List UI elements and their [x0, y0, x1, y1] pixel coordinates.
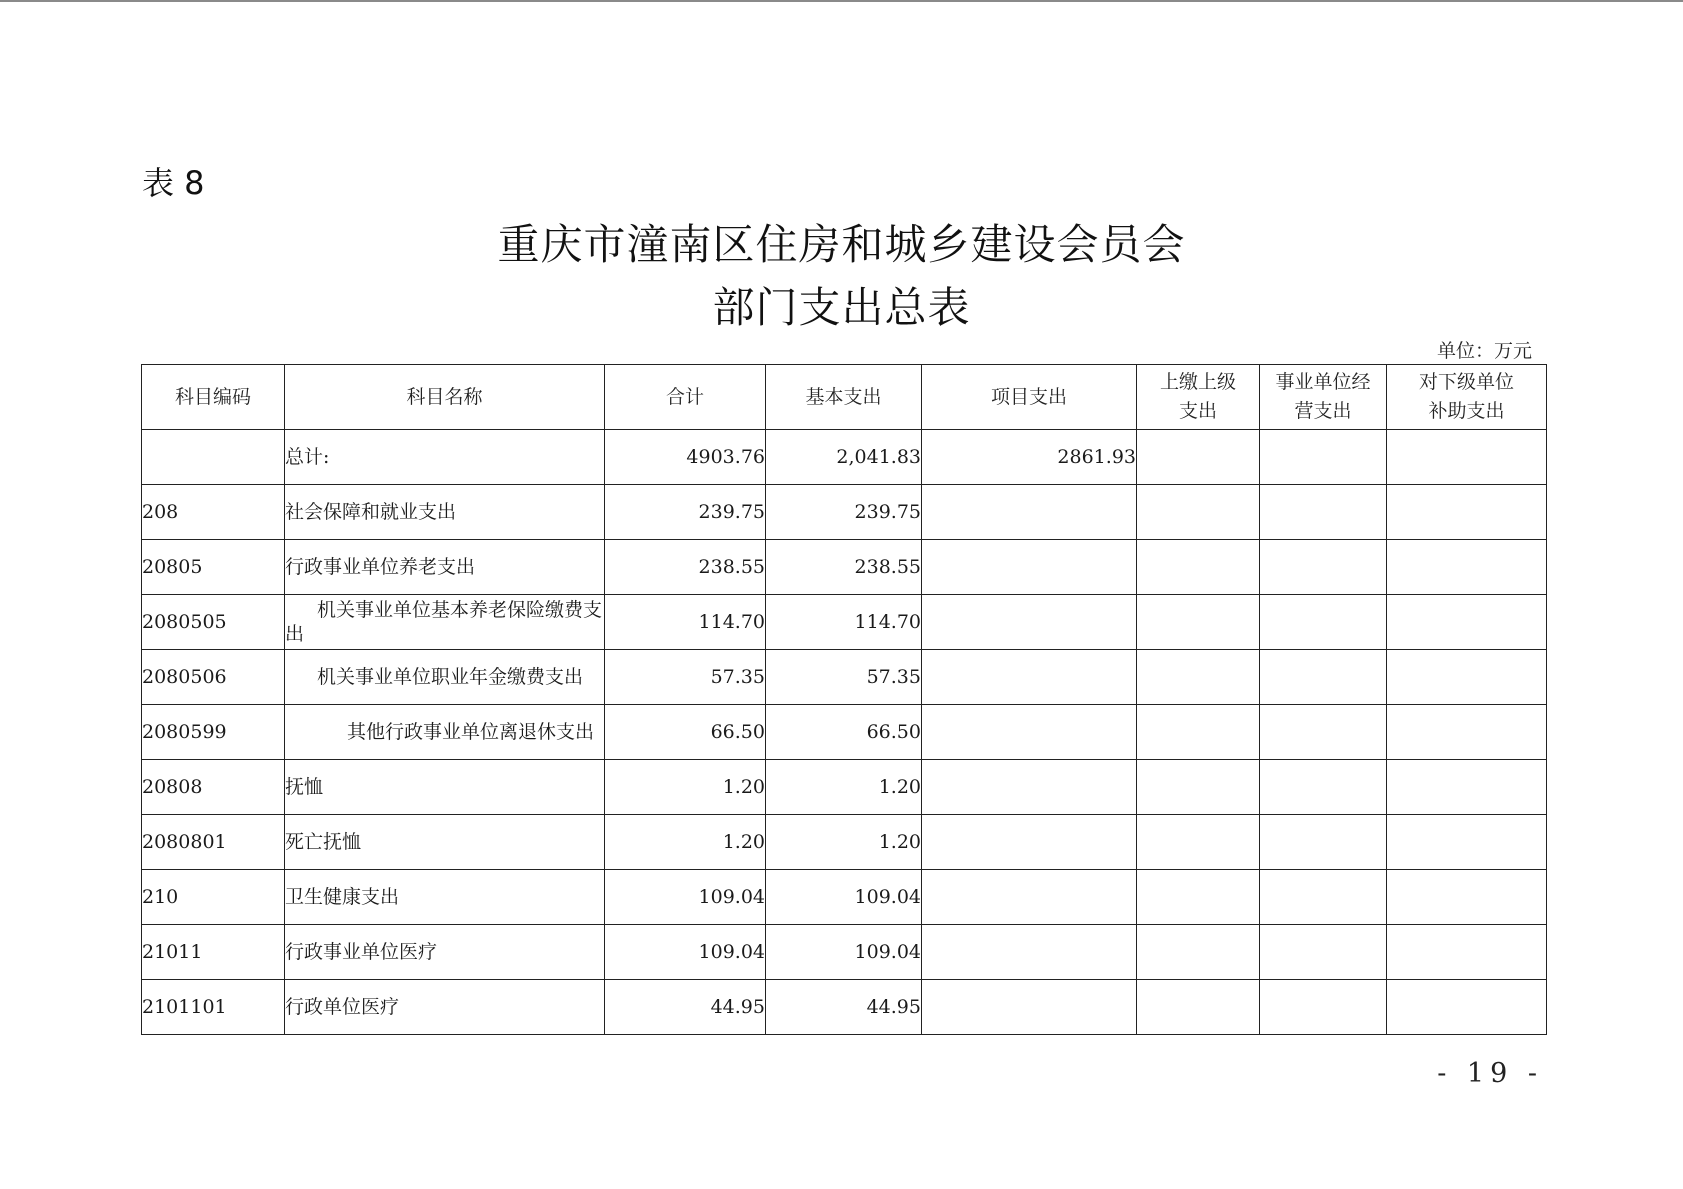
- table-row-total: [142, 430, 1547, 485]
- cell-business: [1260, 760, 1387, 815]
- page-number: - 19 -: [1437, 1058, 1543, 1089]
- cell-basic: 44.95: [766, 980, 922, 1035]
- header-row: [142, 365, 1547, 430]
- cell-business: [1260, 980, 1387, 1035]
- cell-business: [1260, 650, 1387, 705]
- cell-business: [1260, 870, 1387, 925]
- cell-name: 行政事业单位养老支出: [285, 540, 605, 595]
- cell-business: [1260, 485, 1387, 540]
- cell-name: 死亡抚恤: [285, 815, 605, 870]
- table-label: 表 8: [142, 164, 205, 202]
- cell-total: 66.50: [605, 705, 766, 760]
- cell-business: [1260, 815, 1387, 870]
- cell-name: 社会保障和就业支出: [285, 485, 605, 540]
- header-business: [1260, 365, 1387, 430]
- cell-total: 1.20: [605, 760, 766, 815]
- header-subsidy-line1: 对下级单位: [1418, 371, 1514, 393]
- header-business-line1: 事业单位经: [1275, 371, 1371, 393]
- document-title: 重庆市潼南区住房和城乡建设会员会: [497, 220, 1186, 269]
- cell-subsidy: [1387, 430, 1547, 485]
- cell-subsidy: [1387, 870, 1547, 925]
- header-upper: [1137, 365, 1260, 430]
- cell-name: 行政单位医疗: [285, 980, 605, 1035]
- table-row: [142, 980, 1547, 1035]
- cell-project: [922, 815, 1137, 870]
- cell-total: 238.55: [605, 540, 766, 595]
- document-subtitle: 部门支出总表: [712, 283, 971, 332]
- cell-upper: [1137, 980, 1260, 1035]
- cell-project: [922, 485, 1137, 540]
- cell-subsidy: [1387, 705, 1547, 760]
- cell-business: [1260, 925, 1387, 980]
- cell-project: [922, 925, 1137, 980]
- cell-upper: [1137, 650, 1260, 705]
- cell-total: 109.04: [605, 925, 766, 980]
- table-row: [142, 595, 1547, 650]
- cell-basic: 1.20: [766, 760, 922, 815]
- expenditure-table: [141, 364, 1547, 1035]
- table-row: [142, 540, 1547, 595]
- cell-basic: 239.75: [766, 485, 922, 540]
- cell-name: 抚恤: [285, 760, 605, 815]
- cell-code: 2080506: [142, 650, 285, 705]
- cell-subsidy: [1387, 595, 1547, 650]
- cell-business: [1260, 540, 1387, 595]
- cell-code: 20805: [142, 540, 285, 595]
- cell-business: [1260, 595, 1387, 650]
- cell-upper: [1137, 595, 1260, 650]
- cell-total: 114.70: [605, 595, 766, 650]
- cell-code: 20808: [142, 760, 285, 815]
- cell-total: 1.20: [605, 815, 766, 870]
- cell-project: [922, 980, 1137, 1035]
- cell-name: 行政事业单位医疗: [285, 925, 605, 980]
- cell-name: 卫生健康支出: [285, 870, 605, 925]
- cell-project: [922, 650, 1137, 705]
- table-row: [142, 650, 1547, 705]
- cell-upper: [1137, 925, 1260, 980]
- unit-label: 单位：万元: [1436, 340, 1532, 362]
- cell-code: 21011: [142, 925, 285, 980]
- table-row: [142, 870, 1547, 925]
- header-upper-line1: 上缴上级: [1159, 371, 1236, 393]
- cell-subsidy: [1387, 760, 1547, 815]
- cell-name: 机关事业单位基本养老保险缴费支出: [285, 595, 605, 650]
- header-subsidy-line2: 补助支出: [1428, 400, 1505, 422]
- cell-project: [922, 705, 1137, 760]
- cell-subsidy: [1387, 980, 1547, 1035]
- table-row: [142, 815, 1547, 870]
- cell-name: 机关事业单位职业年金缴费支出: [285, 650, 605, 705]
- cell-total: 4903.76: [605, 430, 766, 485]
- cell-project: 2861.93: [922, 430, 1137, 485]
- cell-code: 208: [142, 485, 285, 540]
- cell-business: [1260, 430, 1387, 485]
- cell-upper: [1137, 705, 1260, 760]
- cell-business: [1260, 705, 1387, 760]
- cell-project: [922, 870, 1137, 925]
- cell-name: 其他行政事业单位离退休支出: [285, 705, 605, 760]
- table-row: [142, 925, 1547, 980]
- cell-basic: 109.04: [766, 870, 922, 925]
- header-code: 科目编码: [142, 365, 285, 430]
- cell-subsidy: [1387, 485, 1547, 540]
- cell-basic: 114.70: [766, 595, 922, 650]
- cell-basic: 109.04: [766, 925, 922, 980]
- cell-project: [922, 540, 1137, 595]
- cell-code: 2101101: [142, 980, 285, 1035]
- header-basic: 基本支出: [766, 365, 922, 430]
- cell-code: 210: [142, 870, 285, 925]
- cell-code: [142, 430, 285, 485]
- table-row: [142, 705, 1547, 760]
- cell-basic: 1.20: [766, 815, 922, 870]
- cell-subsidy: [1387, 815, 1547, 870]
- cell-upper: [1137, 870, 1260, 925]
- cell-name: 总计:: [285, 430, 605, 485]
- cell-total: 239.75: [605, 485, 766, 540]
- cell-basic: 66.50: [766, 705, 922, 760]
- cell-project: [922, 595, 1137, 650]
- header-business-line2: 营支出: [1294, 400, 1352, 422]
- cell-subsidy: [1387, 650, 1547, 705]
- table-row: [142, 760, 1547, 815]
- header-project: 项目支出: [922, 365, 1137, 430]
- header-total: 合计: [605, 365, 766, 430]
- cell-subsidy: [1387, 925, 1547, 980]
- cell-subsidy: [1387, 540, 1547, 595]
- cell-code: 2080505: [142, 595, 285, 650]
- header-upper-line2: 支出: [1178, 400, 1217, 422]
- header-name: 科目名称: [285, 365, 605, 430]
- header-subsidy: [1387, 365, 1547, 430]
- cell-upper: [1137, 815, 1260, 870]
- cell-total: 57.35: [605, 650, 766, 705]
- top-rule: [0, 0, 1683, 2]
- cell-upper: [1137, 540, 1260, 595]
- cell-total: 44.95: [605, 980, 766, 1035]
- table-row: [142, 485, 1547, 540]
- cell-basic: 57.35: [766, 650, 922, 705]
- cell-upper: [1137, 760, 1260, 815]
- cell-upper: [1137, 430, 1260, 485]
- cell-project: [922, 760, 1137, 815]
- cell-basic: 2,041.83: [766, 430, 922, 485]
- cell-total: 109.04: [605, 870, 766, 925]
- cell-basic: 238.55: [766, 540, 922, 595]
- cell-code: 2080599: [142, 705, 285, 760]
- cell-code: 2080801: [142, 815, 285, 870]
- cell-upper: [1137, 485, 1260, 540]
